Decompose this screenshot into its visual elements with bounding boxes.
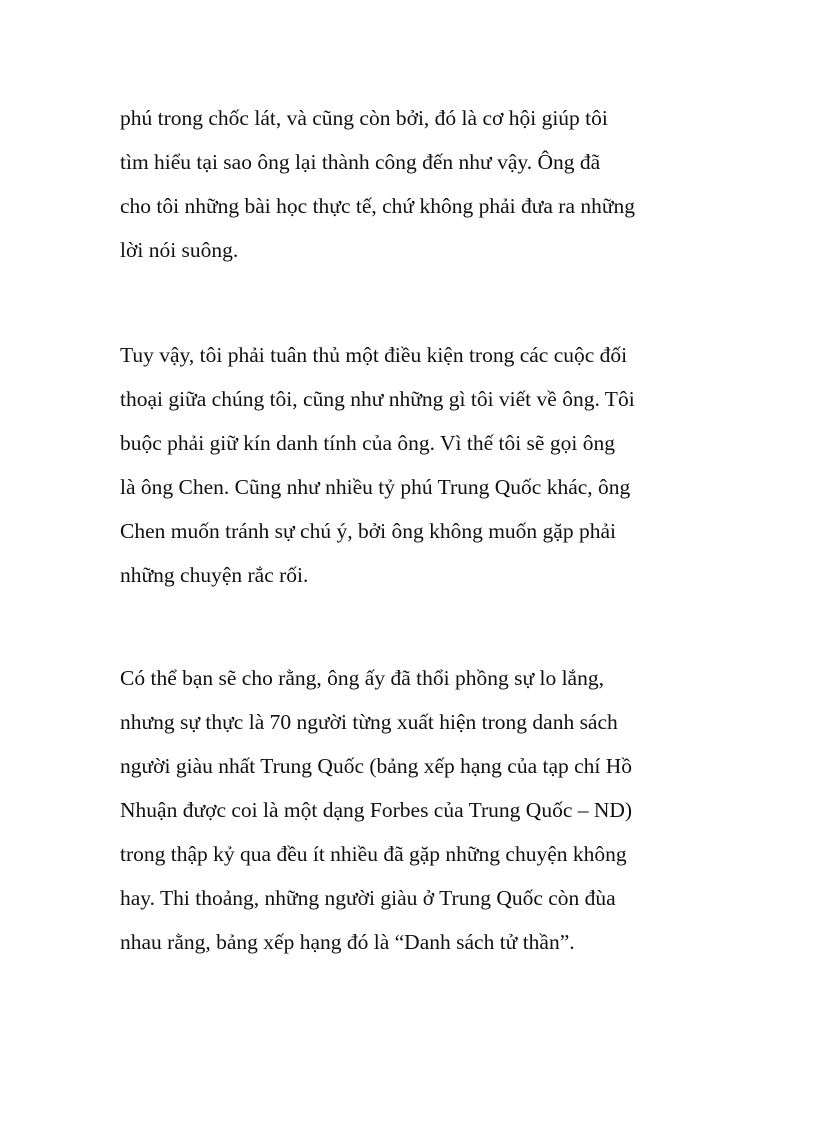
text-line: Chen muốn tránh sự chú ý, bởi ông không muốn gặp phải (120, 519, 616, 543)
text-line: buộc phải giữ kín danh tính của ông. Vì thế tôi sẽ gọi ông (120, 431, 615, 455)
text-line: tìm hiểu tại sao ông lại thành công đến như vậy. Ông đã (120, 150, 601, 174)
text-line: thoại giữa chúng tôi, cũng như những gì tôi viết về ông. Tôi (120, 387, 635, 411)
text-line: Tuy vậy, tôi phải tuân thủ một điều kiện trong các cuộc đối (120, 343, 628, 367)
paragraph-2 (120, 333, 720, 597)
text-line: lời nói suông. (120, 238, 239, 262)
paragraph-1 (120, 96, 720, 272)
paragraph-3 (120, 656, 720, 964)
text-line: Có thể bạn sẽ cho rằng, ông ấy đã thổi phồng sự lo lắng, (120, 666, 604, 690)
text-line: hay. Thi thoảng, những người giàu ở Trung Quốc còn đùa (120, 886, 616, 910)
text-line: nhau rằng, bảng xếp hạng đó là “Danh sách tử thần”. (120, 930, 575, 954)
text-line: cho tôi những bài học thực tế, chứ không phải đưa ra những (120, 194, 636, 218)
text-line: trong thập kỷ qua đều ít nhiều đã gặp những chuyện không (120, 842, 627, 866)
text-line: phú trong chốc lát, và cũng còn bởi, đó là cơ hội giúp tôi (120, 106, 608, 130)
text-line: người giàu nhất Trung Quốc (bảng xếp hạng của tạp chí Hồ (120, 754, 633, 778)
text-line: Nhuận được coi là một dạng Forbes của Trung Quốc – ND) (120, 798, 633, 822)
text-line: nhưng sự thực là 70 người từng xuất hiện trong danh sách (120, 710, 618, 734)
text-line: những chuyện rắc rối. (120, 563, 309, 587)
text-line: là ông Chen. Cũng như nhiều tỷ phú Trung Quốc khác, ông (120, 475, 631, 499)
